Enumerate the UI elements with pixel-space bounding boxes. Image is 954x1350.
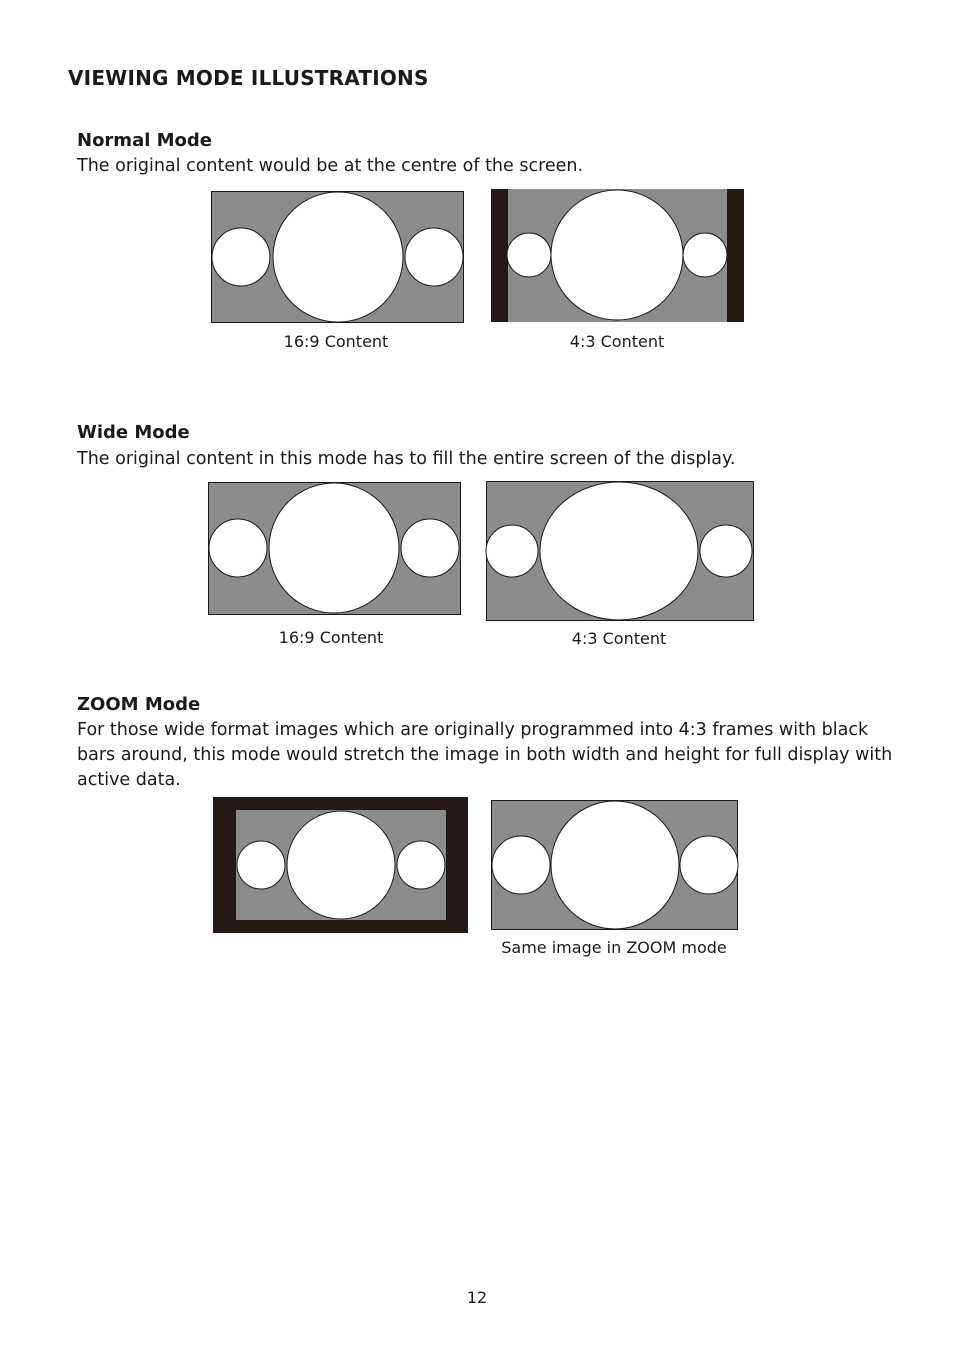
wide-mode-title: Wide Mode [77,422,190,443]
zoom-mode-letterboxed-illustration [213,797,468,933]
page-title: VIEWING MODE ILLUSTRATIONS [68,66,429,90]
normal-mode-4-3-illustration [491,189,744,322]
zoom-mode-description-line-3: active data. [77,770,181,790]
zoom-mode-description-line-2: bars around, this mode would stretch the image in both width and height for full display with [77,745,893,765]
zoom-mode-title: ZOOM Mode [77,694,201,715]
caption-same-image-zoom: Same image in ZOOM mode [501,938,727,957]
caption-16-9-content: 16:9 Content [283,332,389,351]
zoom-mode-zoomed-illustration [491,800,738,930]
page-number: 12 [466,1288,488,1307]
caption-4-3-content: 4:3 Content [569,332,665,351]
caption-16-9-content-wide: 16:9 Content [278,628,384,647]
normal-mode-description: The original content would be at the centre of the screen. [77,156,584,176]
normal-mode-16-9-illustration [211,191,464,323]
wide-mode-16-9-illustration [208,482,461,615]
wide-mode-4-3-illustration [486,481,754,621]
wide-mode-description: The original content in this mode has to fill the entire screen of the display. [77,449,736,469]
caption-4-3-content-wide: 4:3 Content [571,629,667,648]
normal-mode-title: Normal Mode [77,130,213,151]
zoom-mode-description-line-1: For those wide format images which are originally programmed into 4:3 frames with black [77,720,869,740]
